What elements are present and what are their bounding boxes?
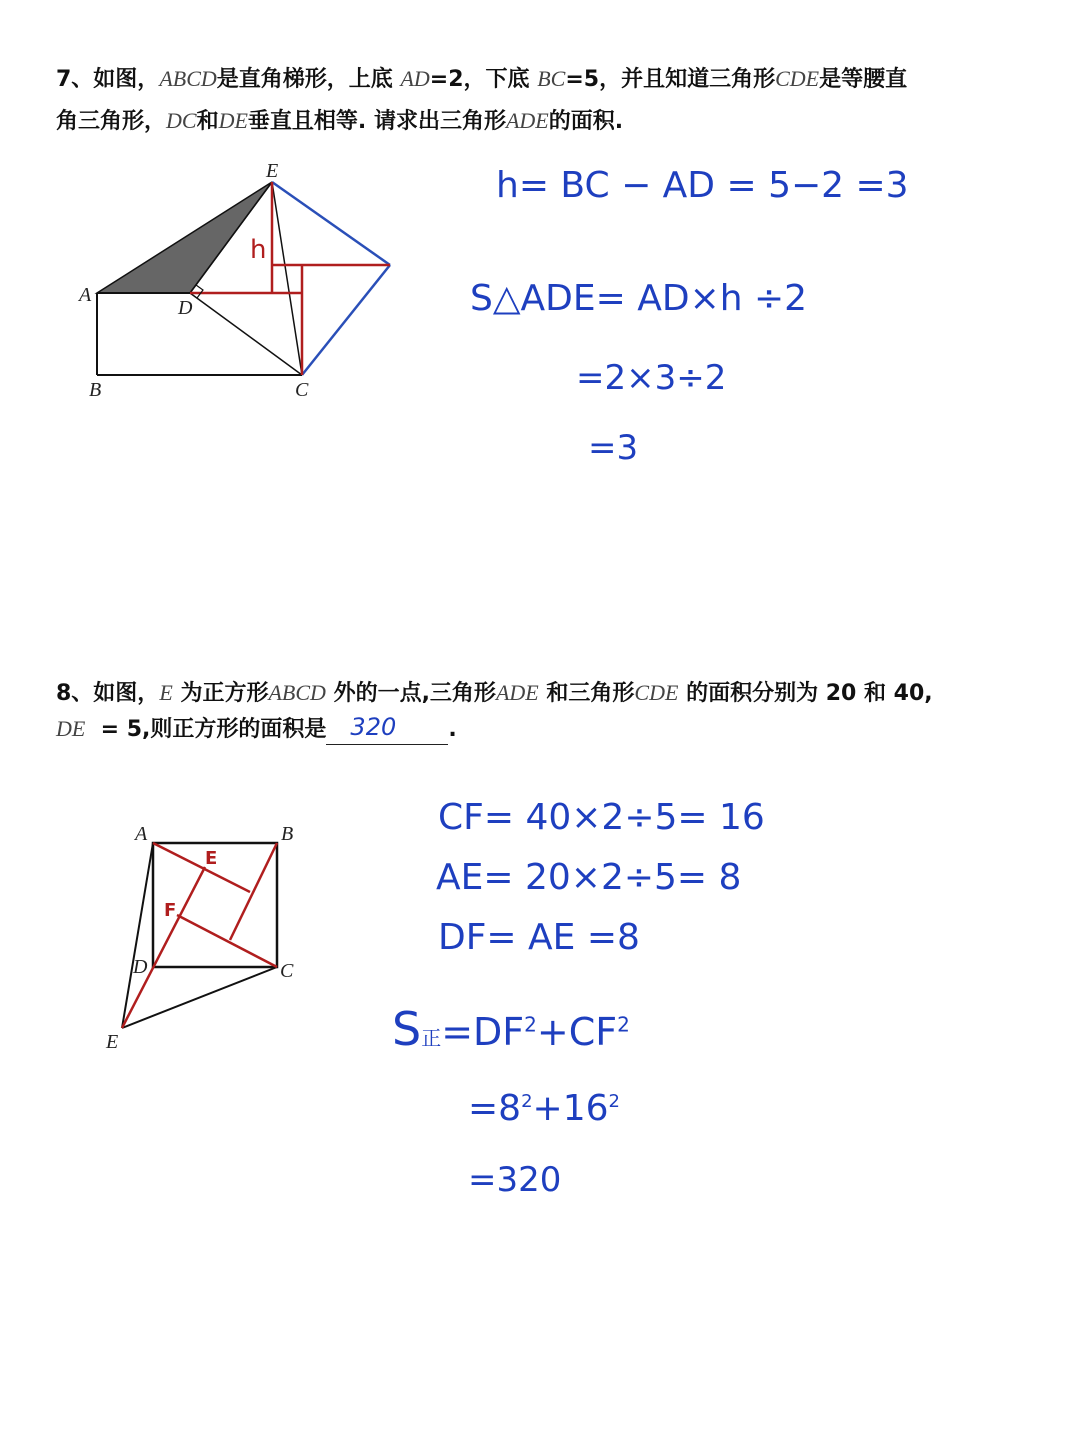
- p8-number: 8、如图，: [56, 681, 160, 706]
- text: 是直角梯形，上底: [216, 67, 393, 92]
- label-f-red: F: [164, 900, 177, 921]
- p8-work-2: AE= 20×2÷5= 8: [436, 857, 742, 898]
- text: 外的一点,三角形: [333, 681, 496, 706]
- p8-work-1: CF= 40×2÷5= 16: [438, 797, 765, 838]
- red-f-c: [177, 915, 277, 967]
- text: 为正方形: [180, 681, 269, 706]
- sup: 2: [521, 1091, 533, 1112]
- p8-work-4: [392, 1002, 630, 1056]
- label-e: E: [106, 1031, 119, 1053]
- label-d: D: [133, 956, 148, 978]
- var: ADE: [495, 680, 539, 705]
- red-a-e: [153, 843, 250, 892]
- label-a: A: [135, 823, 148, 845]
- p7-work-3: =2×3÷2: [576, 358, 727, 398]
- text: 垂直且相等. 请求出三角形: [247, 109, 506, 134]
- text: =DF: [441, 1010, 525, 1054]
- var: AD: [400, 66, 430, 91]
- label-b: B: [281, 823, 294, 845]
- text: 和: [196, 109, 219, 134]
- p8-work-5: [468, 1088, 620, 1129]
- p8-work-3: DF= AE =8: [438, 917, 640, 958]
- text: .: [448, 717, 457, 742]
- p7-work-2: S△ADE= AD×h ÷2: [470, 278, 808, 319]
- label-b: B: [89, 379, 102, 401]
- sup: 2: [608, 1091, 620, 1112]
- var: CDE: [634, 680, 679, 705]
- p7-number: 7、如图，: [56, 67, 160, 92]
- p7-work-1: h= BC − AD = 5−2 =3: [496, 165, 909, 206]
- p7-work-4: =3: [588, 428, 639, 468]
- text: = 5,则正方形的面积是: [100, 717, 327, 742]
- text: 是等腰直: [819, 67, 908, 92]
- text: 的面积分别为 20 和 40,: [686, 681, 933, 706]
- text: 和三角形: [546, 681, 635, 706]
- var: DE: [56, 716, 86, 741]
- red-bd: [230, 843, 277, 940]
- subscript-zheng: 正: [421, 1026, 442, 1050]
- var: ADE: [505, 108, 549, 133]
- sup: 2: [524, 1012, 537, 1037]
- text: +16: [532, 1088, 609, 1129]
- var: CDE: [775, 66, 820, 91]
- var: DC: [166, 108, 197, 133]
- red-ed-ext: [122, 867, 205, 1028]
- var: ABCD: [159, 66, 217, 91]
- text: 的面积.: [548, 109, 624, 134]
- text: =8: [468, 1088, 522, 1129]
- text: +CF: [536, 1010, 618, 1054]
- var: BC: [537, 66, 566, 91]
- var: DE: [218, 108, 248, 133]
- s-symbol: S: [392, 1002, 422, 1056]
- label-c: C: [280, 960, 294, 982]
- label-c: C: [295, 379, 309, 401]
- label-e: E: [266, 160, 279, 182]
- var: ABCD: [268, 680, 326, 705]
- text: 角三角形，: [56, 109, 167, 134]
- label-e-red: E: [205, 848, 218, 869]
- p8-work-6: =320: [468, 1160, 562, 1200]
- sup: 2: [617, 1012, 630, 1037]
- answer: 320: [350, 713, 397, 741]
- label-a: A: [79, 284, 92, 306]
- text: =5，并且知道三角形: [565, 67, 776, 92]
- label-d: D: [178, 297, 193, 319]
- text: =2，下底: [429, 67, 530, 92]
- var: E: [159, 680, 173, 705]
- label-h: h: [250, 235, 267, 265]
